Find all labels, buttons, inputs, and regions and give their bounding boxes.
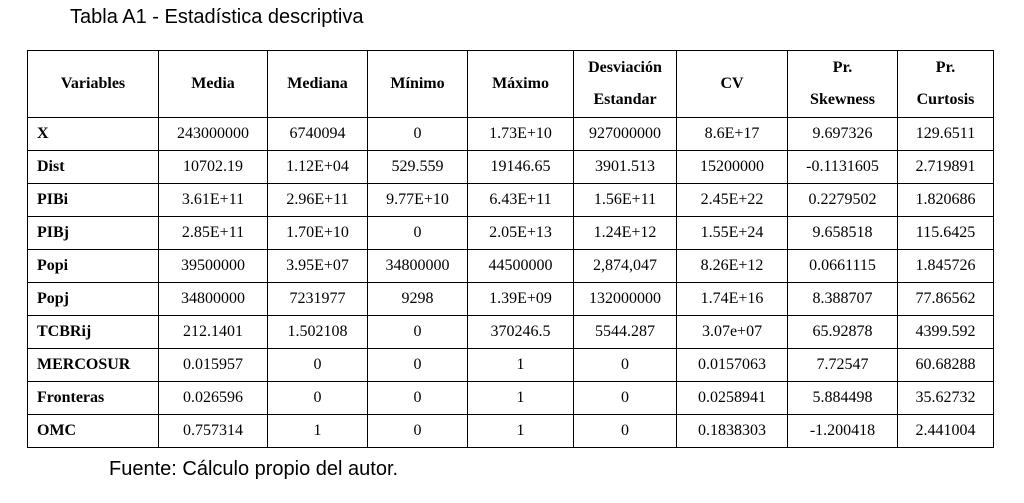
value-cell-maximo: 1	[468, 415, 574, 448]
variable-name-cell: Fronteras	[28, 382, 159, 415]
column-header-text: CV	[720, 75, 744, 92]
value-cell-minimo: 0	[368, 118, 468, 151]
value-cell-minimo: 0	[368, 217, 468, 250]
value-cell-minimo: 0	[368, 382, 468, 415]
header-row	[28, 51, 994, 118]
value-cell-pr-skewness: 9.658518	[788, 217, 898, 250]
value-cell-media: 3.61E+11	[159, 184, 268, 217]
table-row	[28, 283, 994, 316]
table-row	[28, 382, 994, 415]
value-cell-pr-skewness: 65.92878	[788, 316, 898, 349]
value-cell-media: 0.757314	[159, 415, 268, 448]
variable-name-cell: MERCOSUR	[28, 349, 159, 382]
value-cell-pr-skewness: 7.72547	[788, 349, 898, 382]
value-cell-cv: 0.0258941	[677, 382, 788, 415]
column-header-text: Mínimo	[390, 75, 445, 92]
table-row	[28, 184, 994, 217]
value-cell-mediana: 7231977	[268, 283, 368, 316]
column-header-text: Pr.	[832, 59, 853, 76]
value-cell-desviacion-estandar: 0	[574, 382, 677, 415]
column-header-desviacion-estandar	[574, 51, 677, 118]
variable-name-cell: Dist	[28, 151, 159, 184]
value-cell-pr-curtosis: 115.6425	[898, 217, 994, 250]
value-cell-maximo: 370246.5	[468, 316, 574, 349]
value-cell-desviacion-estandar: 132000000	[574, 283, 677, 316]
table-body	[28, 118, 994, 448]
value-cell-cv: 3.07e+07	[677, 316, 788, 349]
value-cell-cv: 15200000	[677, 151, 788, 184]
value-cell-media: 0.015957	[159, 349, 268, 382]
value-cell-maximo: 1	[468, 382, 574, 415]
table-row	[28, 118, 994, 151]
column-header-cv	[677, 51, 788, 118]
value-cell-cv: 2.45E+22	[677, 184, 788, 217]
value-cell-pr-skewness: 5.884498	[788, 382, 898, 415]
value-cell-mediana: 1.70E+10	[268, 217, 368, 250]
table-row	[28, 217, 994, 250]
value-cell-pr-curtosis: 4399.592	[898, 316, 994, 349]
value-cell-pr-curtosis: 2.441004	[898, 415, 994, 448]
variable-name-cell: Popj	[28, 283, 159, 316]
value-cell-cv: 0.1838303	[677, 415, 788, 448]
value-cell-desviacion-estandar: 0	[574, 415, 677, 448]
variable-name-cell: PIBj	[28, 217, 159, 250]
column-header-text: Máximo	[492, 75, 549, 92]
value-cell-desviacion-estandar: 927000000	[574, 118, 677, 151]
table-row	[28, 250, 994, 283]
value-cell-mediana: 2.96E+11	[268, 184, 368, 217]
value-cell-pr-skewness: -0.1131605	[788, 151, 898, 184]
value-cell-cv: 1.74E+16	[677, 283, 788, 316]
value-cell-minimo: 9298	[368, 283, 468, 316]
value-cell-minimo: 9.77E+10	[368, 184, 468, 217]
value-cell-maximo: 44500000	[468, 250, 574, 283]
value-cell-media: 212.1401	[159, 316, 268, 349]
value-cell-cv: 1.55E+24	[677, 217, 788, 250]
value-cell-pr-curtosis: 2.719891	[898, 151, 994, 184]
value-cell-maximo: 2.05E+13	[468, 217, 574, 250]
column-header-text: Estandar	[593, 91, 657, 108]
value-cell-desviacion-estandar: 1.56E+11	[574, 184, 677, 217]
variable-name-cell: OMC	[28, 415, 159, 448]
value-cell-mediana: 0	[268, 349, 368, 382]
value-cell-pr-skewness: 8.388707	[788, 283, 898, 316]
column-header-text: Desviación	[588, 59, 662, 76]
column-header-maximo	[468, 51, 574, 118]
column-header-minimo	[368, 51, 468, 118]
value-cell-pr-skewness: -1.200418	[788, 415, 898, 448]
value-cell-maximo: 6.43E+11	[468, 184, 574, 217]
column-header-pr-skewness	[788, 51, 898, 118]
value-cell-pr-curtosis: 77.86562	[898, 283, 994, 316]
column-header-variables	[28, 51, 159, 118]
column-header-mediana	[268, 51, 368, 118]
value-cell-cv: 8.6E+17	[677, 118, 788, 151]
value-cell-mediana: 1.12E+04	[268, 151, 368, 184]
column-header-text: Pr.	[935, 59, 956, 76]
descriptive-statistics-table	[27, 50, 994, 448]
value-cell-pr-curtosis: 35.62732	[898, 382, 994, 415]
value-cell-media: 34800000	[159, 283, 268, 316]
value-cell-pr-curtosis: 1.820686	[898, 184, 994, 217]
column-header-text: Media	[191, 75, 235, 92]
variable-name-cell: TCBRij	[28, 316, 159, 349]
value-cell-minimo: 529.559	[368, 151, 468, 184]
value-cell-minimo: 0	[368, 349, 468, 382]
value-cell-mediana: 6740094	[268, 118, 368, 151]
value-cell-pr-skewness: 9.697326	[788, 118, 898, 151]
value-cell-pr-curtosis: 129.6511	[898, 118, 994, 151]
value-cell-desviacion-estandar: 1.24E+12	[574, 217, 677, 250]
variable-name-cell: X	[28, 118, 159, 151]
value-cell-minimo: 0	[368, 415, 468, 448]
value-cell-maximo: 1	[468, 349, 574, 382]
value-cell-pr-skewness: 0.0661115	[788, 250, 898, 283]
value-cell-desviacion-estandar: 5544.287	[574, 316, 677, 349]
value-cell-maximo: 1.39E+09	[468, 283, 574, 316]
value-cell-desviacion-estandar: 0	[574, 349, 677, 382]
value-cell-maximo: 19146.65	[468, 151, 574, 184]
value-cell-media: 10702.19	[159, 151, 268, 184]
column-header-text: Variables	[60, 75, 126, 92]
value-cell-cv: 0.0157063	[677, 349, 788, 382]
column-header-media	[159, 51, 268, 118]
table-row	[28, 349, 994, 382]
table-row	[28, 151, 994, 184]
value-cell-maximo: 1.73E+10	[468, 118, 574, 151]
value-cell-cv: 8.26E+12	[677, 250, 788, 283]
column-header-text: Mediana	[287, 75, 348, 92]
value-cell-mediana: 0	[268, 382, 368, 415]
value-cell-media: 2.85E+11	[159, 217, 268, 250]
value-cell-pr-skewness: 0.2279502	[788, 184, 898, 217]
value-cell-mediana: 1.502108	[268, 316, 368, 349]
value-cell-media: 39500000	[159, 250, 268, 283]
value-cell-mediana: 3.95E+07	[268, 250, 368, 283]
value-cell-pr-curtosis: 60.68288	[898, 349, 994, 382]
table-caption: Tabla A1 - Estadística descriptiva	[70, 6, 364, 28]
value-cell-desviacion-estandar: 2,874,047	[574, 250, 677, 283]
column-header-text: Curtosis	[916, 91, 975, 108]
source-note: Fuente: Cálculo propio del autor.	[109, 458, 399, 480]
value-cell-media: 0.026596	[159, 382, 268, 415]
column-header-pr-curtosis	[898, 51, 994, 118]
value-cell-mediana: 1	[268, 415, 368, 448]
variable-name-cell: Popi	[28, 250, 159, 283]
value-cell-media: 243000000	[159, 118, 268, 151]
value-cell-desviacion-estandar: 3901.513	[574, 151, 677, 184]
value-cell-pr-curtosis: 1.845726	[898, 250, 994, 283]
variable-name-cell: PIBi	[28, 184, 159, 217]
value-cell-minimo: 34800000	[368, 250, 468, 283]
value-cell-minimo: 0	[368, 316, 468, 349]
table-row	[28, 316, 994, 349]
table-row	[28, 415, 994, 448]
column-header-text: Skewness	[810, 91, 875, 108]
